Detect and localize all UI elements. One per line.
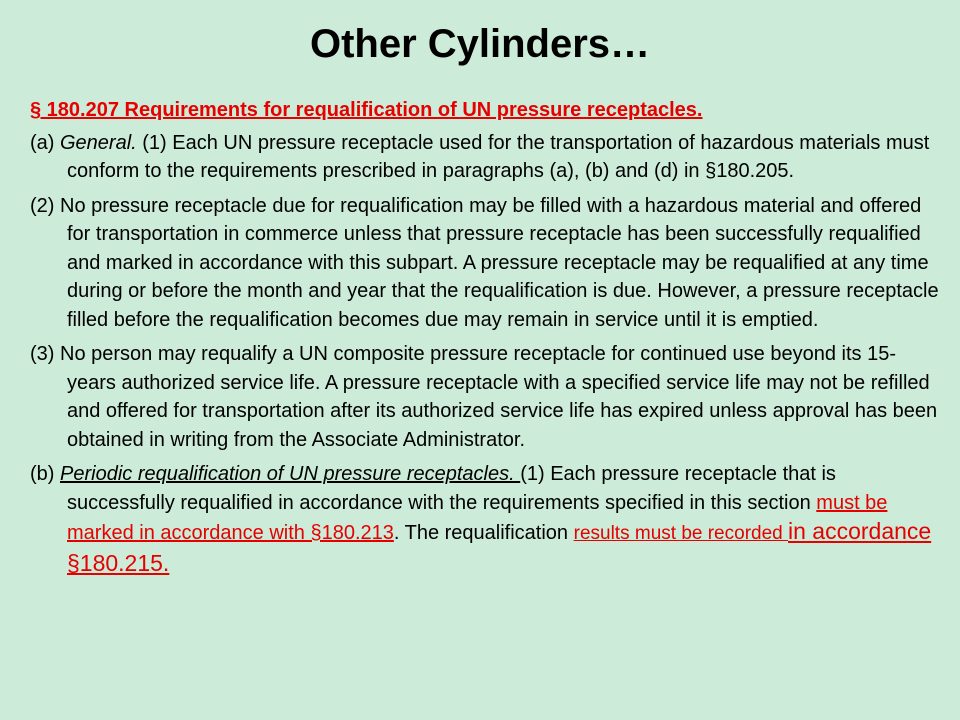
- paragraph-a3: (3) No person may requalify a UN composite pressure receptacle for continued use beyond its 15-years authorized service life. A pressure receptacle with a specified service life may not be refilled and offered for transportation after its authorized service life has expired unless approval has been obtained in writing from the Associate Administrator.: [30, 343, 938, 451]
- regulation-text: [30, 96, 940, 585]
- marking-reference: must be marked in accordance with §180.213: [67, 491, 888, 544]
- results-recorded-text: results must be recorded: [573, 523, 788, 544]
- paragraph-b-subtitle: Periodic requalification of UN pressure receptacles.: [60, 463, 521, 485]
- paragraph-a-subtitle: General.: [60, 131, 137, 154]
- paragraph-b-text-middle: . The requalification: [393, 522, 574, 544]
- slide-title: Other Cylinders…: [309, 22, 651, 66]
- paragraph-b-label: (b): [30, 463, 60, 485]
- paragraph-a-label: (a): [30, 131, 60, 154]
- records-reference: in accordance §180.215.: [67, 518, 932, 576]
- section-heading: § 180.207 Requirements for requalification of UN pressure receptacles.: [30, 99, 703, 121]
- paragraph-a: [30, 129, 940, 186]
- paragraph-a2: (2) No pressure receptacle due for requalification may be filled with a hazardous material and offered for transportation in commerce unless that pressure receptacle has been successfully requalified and marked in accordance with this subpart. A pressure receptacle may be requalified at any time during or before the month and year that the requalification is due. However, a pressure receptacle filled before the requalification becomes due may remain in service until it is emptied.: [30, 194, 939, 331]
- paragraph-b: [30, 460, 940, 579]
- paragraph-b-text-before: (1) Each pressure receptacle that is successfully requalified in accordance with the requirements specified in this section: [67, 463, 836, 514]
- paragraph-a-text: (1) Each UN pressure receptacle used for the transportation of hazardous materials must conform to the requirements prescribed in paragraphs (a), (b) and (d) in §180.205.: [67, 131, 930, 182]
